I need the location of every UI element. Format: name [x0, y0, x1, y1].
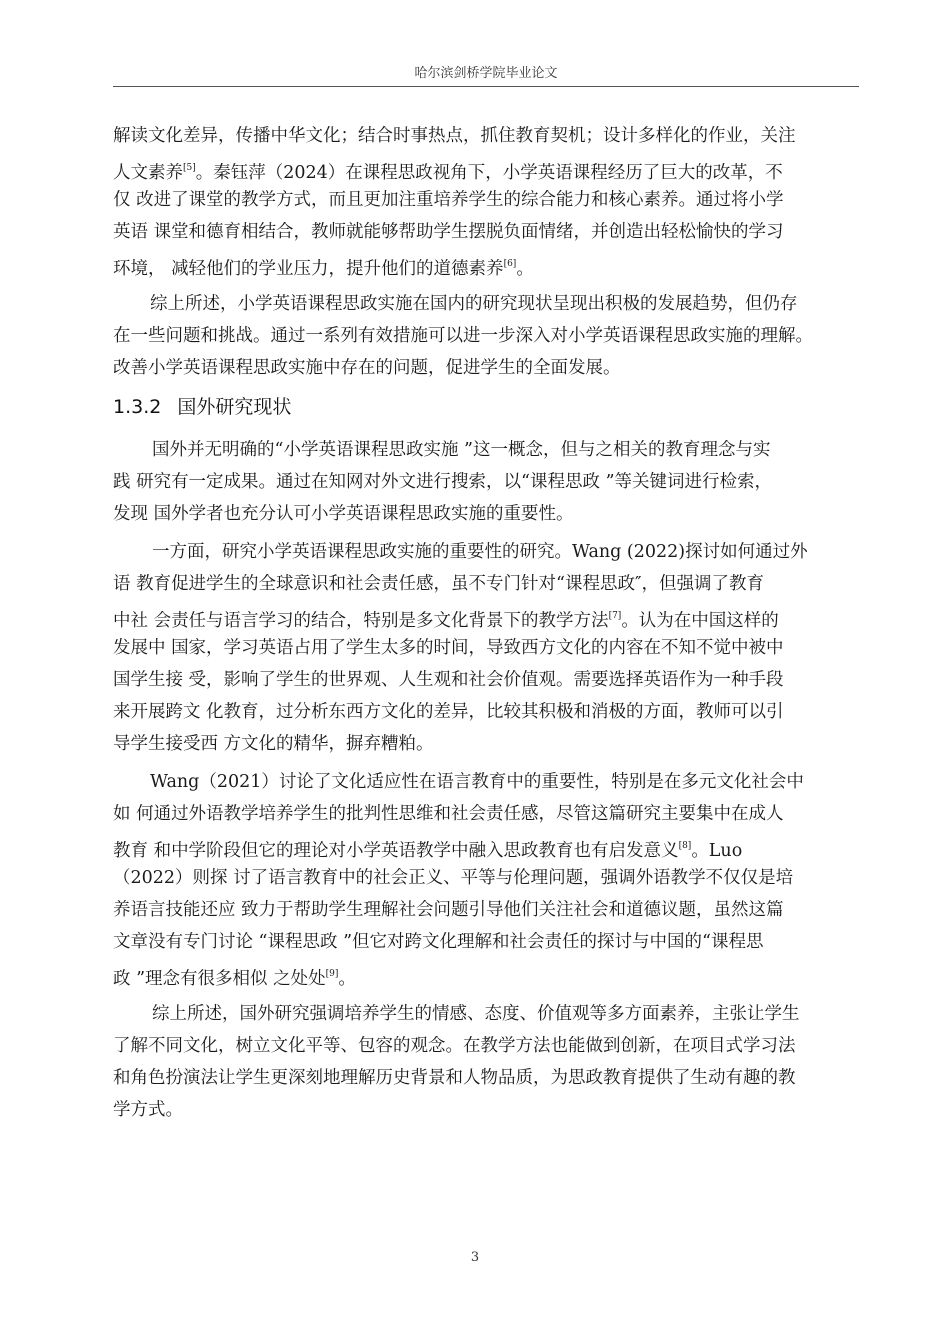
citation-6: [6] — [503, 259, 517, 269]
p5-line-7-text-b: 。 — [338, 969, 356, 989]
p1-line-5-text-b: 。 — [516, 259, 534, 279]
section-heading — [113, 394, 291, 420]
p3-line-3: 发现 国外学者也充分认可小学英语课程思政实施的重要性。 — [113, 504, 574, 524]
p1-line-5-text-a: 环境， 减轻他们的学业压力，提升他们的道德素养 — [113, 259, 504, 279]
p4-line-1: 一方面，研究小学英语课程思政实施的重要性的研究。Wang (2022)探讨如何通过外 — [152, 542, 808, 562]
p5-line-7 — [113, 962, 356, 991]
p5-line-7-text-a: 政 ”理念有很多相似 之处处 — [113, 969, 326, 989]
p1-line-2-text-a: 人文素养 — [113, 163, 183, 183]
p5-line-3-text-a: 教育 和中学阶段但它的理论对小学英语教学中融入思政教育也有启发意义 — [113, 841, 679, 861]
p5-line-1: Wang（2021）讨论了文化适应性在语言教育中的重要性，特别是在多元文化社会中 — [150, 772, 804, 792]
page-header: 哈尔滨剑桥学院毕业论文 — [414, 66, 558, 81]
p4-line-7: 导学生接受西 方文化的精华，摒弃糟粕。 — [113, 734, 434, 754]
p4-line-3 — [113, 604, 779, 633]
p6-line-1: 综上所述，国外研究强调培养学生的情感、态度、价值观等多方面素养，主张让学生 — [152, 1004, 800, 1024]
p6-line-2: 了解不同文化，树立文化平等、包容的观念。在教学方法也能做到创新，在项目式学习法 — [113, 1036, 796, 1056]
p5-line-3 — [113, 834, 742, 863]
p2-line-2: 在一些问题和挑战。通过一系列有效措施可以进一步深入对小学英语课程思政实施的理解。 — [113, 326, 813, 346]
citation-7: [7] — [608, 611, 622, 621]
p3-line-1: 国外并无明确的“小学英语课程思政实施 ”这一概念，但与之相关的教育理念与实 — [152, 440, 771, 460]
p5-line-3-text-b: 。Luo — [691, 841, 743, 861]
p2-line-3: 改善小学英语课程思政实施中存在的问题，促进学生的全面发展。 — [113, 358, 621, 378]
p5-line-2: 如 何通过外语教学培养学生的批判性思维和社会责任感，尽管这篇研究主要集中在成人 — [113, 804, 784, 824]
section-number: 1.3.2 — [113, 396, 162, 418]
p4-line-3-text-b: 。认为在中国这样的 — [621, 611, 779, 631]
p4-line-5: 国学生接 受，影响了学生的世界观、人生观和社会价值观。需要选择英语作为一种手段 — [113, 670, 784, 690]
citation-5: [5] — [183, 163, 196, 173]
citation-8: [8] — [678, 841, 692, 851]
citation-9: [9] — [325, 969, 339, 979]
p6-line-4: 学方式。 — [113, 1100, 183, 1120]
p4-line-3-text-a: 中社 会责任与语言学习的结合，特别是多文化背景下的教学方法 — [113, 611, 609, 631]
p2-line-1: 综上所述，小学英语课程思政实施在国内的研究现状呈现出积极的发展趋势，但仍存 — [150, 294, 798, 314]
p5-line-5: 养语言技能还应 致力于帮助学生理解社会问题引导他们关注社会和道德议题，虽然这篇 — [113, 900, 784, 920]
p1-line-3: 仅 改进了课堂的教学方式，而且更加注重培养学生的综合能力和核心素养。通过将小学 — [113, 190, 784, 210]
page-number: 3 — [470, 1250, 480, 1265]
p1-line-2-text-b: 。秦钰萍（2024）在课程思政视角下，小学英语课程经历了巨大的改革，不 — [195, 163, 783, 183]
p5-line-6: 文章没有专门讨论 “课程思政 ”但它对跨文化理解和社会责任的探讨与中国的“课程思 — [113, 932, 764, 952]
p5-line-4: （2022）则探 讨了语言教育中的社会正义、平等与伦理问题，强调外语教学不仅仅是培 — [113, 868, 794, 888]
p1-line-5 — [113, 252, 534, 281]
p1-line-4: 英语 课堂和德育相结合，教师就能够帮助学生摆脱负面情绪，并创造出轻松愉快的学习 — [113, 222, 784, 242]
p1-line-1: 解读文化差异，传播中华文化；结合时事热点，抓住教育契机；设计多样化的作业，关注 — [113, 126, 796, 146]
p4-line-6: 来开展跨文 化教育，过分析东西方文化的差异，比较其积极和消极的方面，教师可以引 — [113, 702, 784, 722]
p4-line-4: 发展中 国家，学习英语占用了学生太多的时间，导致西方文化的内容在不知不觉中被中 — [113, 638, 784, 658]
section-title: 国外研究现状 — [177, 396, 292, 418]
p4-line-2: 语 教育促进学生的全球意识和社会责任感，虽不专门针对“课程思政″，但强调了教育 — [113, 574, 765, 594]
header-rule — [113, 86, 859, 87]
p1-line-2 — [113, 156, 783, 185]
p6-line-3: 和角色扮演法让学生更深刻地理解历史背景和人物品质，为思政教育提供了生动有趣的教 — [113, 1068, 796, 1088]
p3-line-2: 践 研究有一定成果。通过在知网对外文进行搜索，以“课程思政 ”等关键词进行检索， — [113, 472, 773, 492]
